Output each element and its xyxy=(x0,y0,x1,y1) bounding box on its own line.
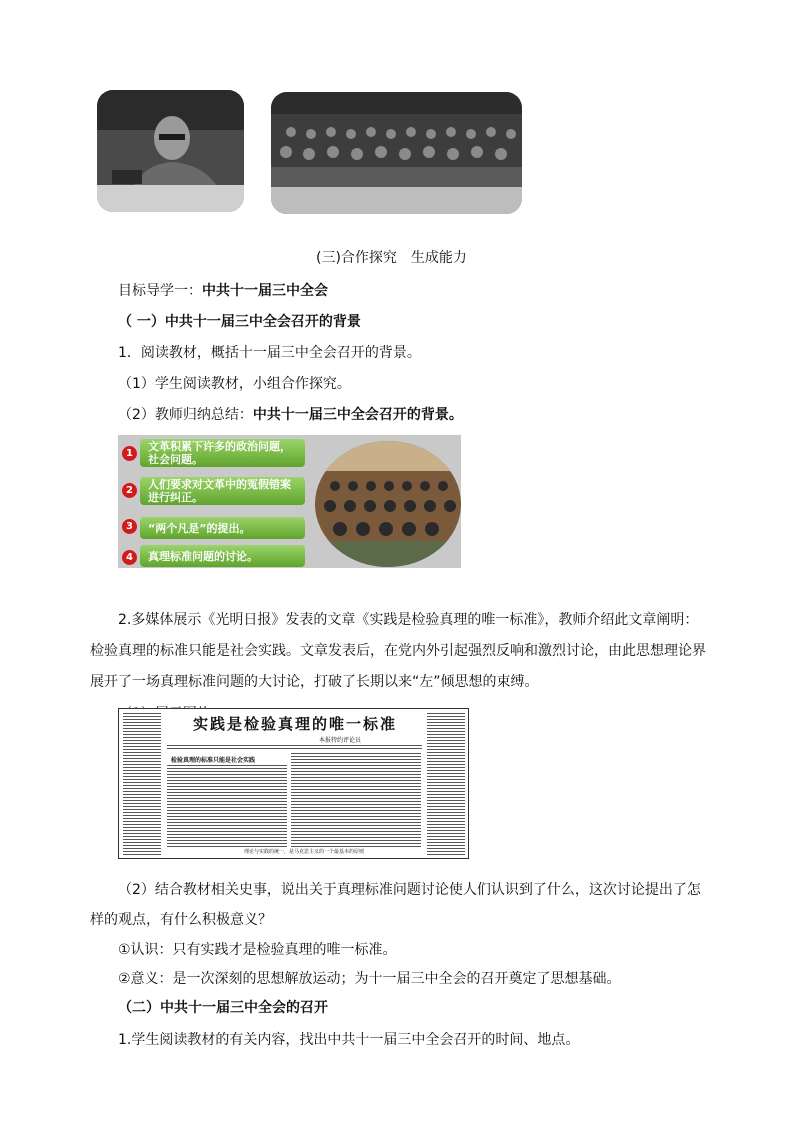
slide-item-1-line2: 社会问题。 xyxy=(148,453,203,466)
part1-step2 xyxy=(118,405,463,425)
newspaper-byline: 本报特约评论员 xyxy=(319,737,362,744)
slide-num-4: 4 xyxy=(122,550,137,565)
slide-item-4 xyxy=(140,545,305,567)
newspaper-headline: 实践是检验真理的唯一标准 xyxy=(192,715,397,733)
goal-title: 中共十一届三中全会 xyxy=(202,283,328,299)
goal-prefix: 目标导学一： xyxy=(118,283,202,299)
slide-item-2 xyxy=(140,477,305,505)
part1-task1: 1．阅读教材，概括十一届三中全会召开的背景。 xyxy=(118,345,421,361)
para2-line1: 2.多媒体展示《光明日报》发表的文章《实践是检验真理的唯一标准》，教师介绍此文章阐明： xyxy=(118,612,699,628)
photo-assembly xyxy=(271,92,522,214)
photo-speaker xyxy=(97,90,244,212)
answer-2: ②意义：是一次深刻的思想解放运动；为十一届三中全会的召开奠定了思想基础。 xyxy=(118,971,621,987)
newspaper-clipping xyxy=(118,708,469,859)
slide-num-3: 3 xyxy=(122,519,137,534)
slide-item-4-line1: 真理标准问题的讨论。 xyxy=(148,549,258,563)
para2-line2: 检验真理的标准只能是社会实践。文章发表后，在党内外引起强烈反响和激烈讨论，由此思想理论界 xyxy=(90,643,706,659)
slide-item-1 xyxy=(140,439,305,467)
part1-step2-prefix: （2）教师归纳总结： xyxy=(118,407,253,423)
answer-1: ①认识：只有实践才是检验真理的唯一标准。 xyxy=(118,942,397,958)
part1-step2-bold: 中共十一届三中全会召开的背景。 xyxy=(252,407,463,423)
slide-num-1: 1 xyxy=(122,446,137,461)
part2-task1: 1.学生阅读教材的有关内容，找出中共十一届三中全会召开的时间、地点。 xyxy=(118,1032,580,1048)
slide-item-3 xyxy=(140,517,305,539)
goal-line xyxy=(118,281,328,301)
slide-item-1-line1: 文革积累下许多的政治问题， xyxy=(148,440,291,453)
part2-heading: （二）中共十一届三中全会的召开 xyxy=(118,1000,328,1016)
para2-line3: 展开了一场真理标准问题的大讨论，打破了长期以来“左”倾思想的束缚。 xyxy=(90,674,539,690)
slide-item-3-line1: “两个凡是”的提出。 xyxy=(148,521,251,535)
q2-line1: （2）结合教材相关史事，说出关于真理标准问题讨论使人们认识到了什么，这次讨论提出了怎 xyxy=(118,882,701,898)
slide-oval-photo xyxy=(315,441,461,567)
part1-heading: （ 一）中共十一届三中全会召开的背景 xyxy=(118,314,361,330)
part1-step1: （1）学生阅读教材，小组合作探究。 xyxy=(118,376,351,392)
section-title: (三)合作探究 生成能力 xyxy=(316,250,467,266)
slide-num-2: 2 xyxy=(122,483,137,498)
newspaper-subhead: 检验真理的标准只能是社会实践 xyxy=(171,757,256,764)
q2-line2: 样的观点，有什么积极意义？ xyxy=(90,912,272,928)
slide-item-2-line2: 进行纠正。 xyxy=(148,491,203,504)
newspaper-footer: 理论与实践的统一，是马克思主义的一个最基本的原则 xyxy=(244,849,365,855)
slide-item-2-line1: 人们要求对文革中的冤假错案 xyxy=(148,478,291,491)
